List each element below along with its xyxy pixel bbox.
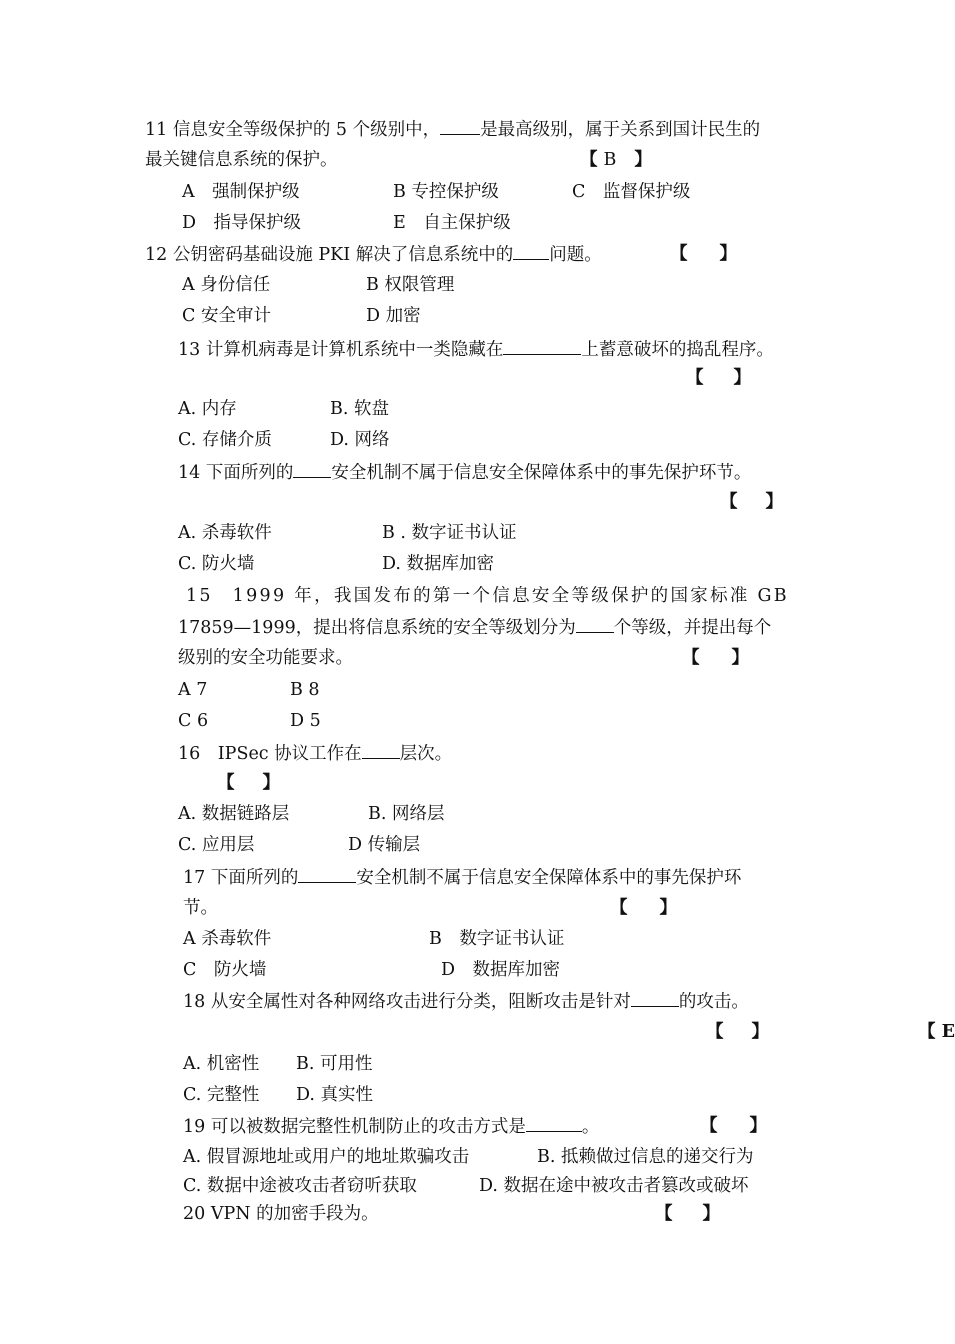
q14-option-d: D. 数据库加密 [382, 554, 495, 574]
q16-stem: 16 IPSec 协议工作在 层次。 [178, 744, 453, 764]
q19-answer-bracket: 【 】 [700, 1116, 767, 1136]
q14-option-b: B . 数字证书认证 [382, 523, 517, 543]
q15-option-a: A 7 [178, 680, 208, 700]
q17-option-d: D 数据库加密 [441, 960, 561, 980]
q18-option-a: A. 机密性 [183, 1054, 260, 1074]
answer-blank [526, 1115, 582, 1132]
q11-option-a: A 强制保护级 [182, 182, 300, 202]
q15-option-d: D 5 [290, 711, 321, 731]
answer-blank [293, 461, 331, 478]
q15-stem-line1: 15 1999 年，我国发布的第一个信息安全等级保护的国家标准 GB [186, 586, 789, 606]
q16-option-d: D 传输层 [348, 835, 421, 855]
q14-stem: 14 下面所列的 安全机制不属于信息安全保障体系中的事先保护环节。 [178, 463, 752, 483]
q18-edge-bracket: 【 E [918, 1022, 955, 1042]
q11-option-e: E 自主保护级 [393, 213, 511, 233]
q17-option-a: A 杀毒软件 [183, 929, 272, 949]
q16-option-b: B. 网络层 [368, 804, 445, 824]
q15-option-b: B 8 [290, 680, 320, 700]
q12-option-a: A 身份信任 [182, 275, 271, 295]
q11-stem-line2: 最关键信息系统的保护。 [145, 150, 338, 170]
q16-option-a: A. 数据链路层 [178, 804, 290, 824]
q19-option-b: B. 抵赖做过信息的递交行为 [537, 1147, 754, 1167]
q11-answer-bracket: 【 B 】 [580, 150, 652, 170]
answer-blank [576, 616, 614, 633]
answer-blank [362, 742, 400, 759]
q13-answer-bracket: 【 】 [686, 368, 751, 388]
q15-answer-bracket: 【 】 [682, 648, 749, 668]
q17-answer-bracket: 【 】 [610, 898, 677, 918]
q15-option-c: C 6 [178, 711, 209, 731]
q19-option-c: C. 数据中途被攻击者窃听获取 [183, 1176, 417, 1196]
q17-option-b: B 数字证书认证 [429, 929, 565, 949]
q11-answer: B [603, 150, 617, 170]
q16-answer-bracket: 【 】 [217, 773, 280, 793]
q15-stem-line3: 级别的安全功能要求。 [178, 648, 353, 668]
q13-option-b: B. 软盘 [330, 399, 389, 419]
q14-option-c: C. 防火墙 [178, 554, 255, 574]
q13-option-d: D. 网络 [330, 430, 390, 450]
q11-option-d: D 指导保护级 [182, 213, 302, 233]
q13-stem: 13 计算机病毒是计算机系统中一类隐藏在 上蓄意破坏的捣乱程序。 [178, 340, 774, 360]
q19-option-a: A. 假冒源地址或用户的地址欺骗攻击 [183, 1147, 470, 1167]
q18-option-b: B. 可用性 [296, 1054, 373, 1074]
q13-option-c: C. 存储介质 [178, 430, 272, 450]
q19-stem: 19 可以被数据完整性机制防止的攻击方式是 。 [183, 1117, 600, 1137]
q13-option-a: A. 内存 [178, 399, 237, 419]
q11-option-c: C 监督保护级 [572, 182, 691, 202]
q18-option-d: D. 真实性 [296, 1085, 374, 1105]
q11-stem-line1: 11 信息安全等级保护的 5 个级别中， 是最高级别，属于关系到国计民生的 [145, 120, 761, 140]
q16-option-c: C. 应用层 [178, 835, 255, 855]
q15-stem-line2: 17859—1999，提出将信息系统的安全等级划分为 个等级，并提出每个 [178, 618, 772, 638]
q17-option-c: C 防火墙 [183, 960, 267, 980]
q20-answer-bracket: 【 】 [655, 1204, 720, 1224]
q17-stem-line1: 17 下面所列的 安全机制不属于信息安全保障体系中的事先保护环 [183, 868, 742, 888]
q17-stem-line2: 节。 [183, 898, 218, 918]
q20-stem: 20 VPN 的加密手段为。 [183, 1204, 379, 1224]
q19-option-d: D. 数据在途中被攻击者篡改或破坏 [479, 1176, 749, 1196]
q12-option-c: C 安全审计 [182, 306, 271, 326]
answer-blank [298, 866, 356, 883]
q18-stem: 18 从安全属性对各种网络攻击进行分类，阻断攻击是针对 的攻击。 [183, 992, 749, 1012]
q11-option-b: B 专控保护级 [393, 182, 499, 202]
q18-answer-bracket: 【 】 [706, 1022, 769, 1042]
q12-option-d: D 加密 [366, 306, 421, 326]
q18-option-c: C. 完整性 [183, 1085, 260, 1105]
answer-blank [513, 243, 549, 260]
q12-option-b: B 权限管理 [366, 275, 455, 295]
q14-answer-bracket: 【 】 [720, 492, 783, 512]
q12-stem: 12 公钥密码基础设施 PKI 解决了信息系统中的 问题。 [145, 245, 602, 265]
answer-blank [631, 990, 679, 1007]
q12-answer-bracket: 【 】 [670, 244, 737, 264]
answer-blank [440, 118, 480, 135]
q14-option-a: A. 杀毒软件 [178, 523, 272, 543]
answer-blank [503, 338, 581, 355]
